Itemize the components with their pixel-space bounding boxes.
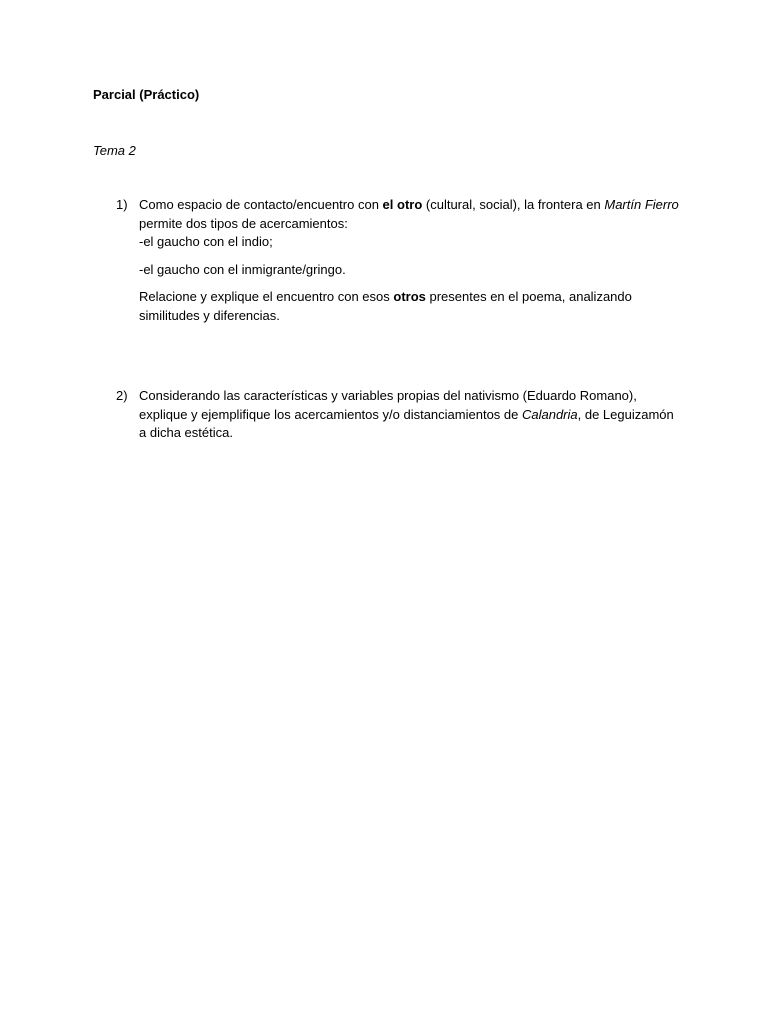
italic-text: Calandria xyxy=(521,406,578,422)
text-run: Considerando las características y variables propias del nativismo (Eduardo Romano), explique y ejemplifique los acercamientos y/o distanciamientos de xyxy=(139,388,637,422)
list-item-body xyxy=(139,387,684,443)
document-subtitle: Tema 2 xyxy=(93,143,136,158)
text-run: (cultural, social), la frontera en xyxy=(422,197,605,212)
list-item-number: 2) xyxy=(116,388,128,403)
paragraph xyxy=(139,387,684,443)
italic-text: Martín Fierro xyxy=(604,197,679,212)
paragraph: -el gaucho con el inmigrante/gringo. xyxy=(139,261,346,277)
paragraph xyxy=(139,288,684,325)
text-run: , de Leguizamón a dicha estética. xyxy=(139,406,674,440)
text-run: permite dos tipos de acercamientos: xyxy=(139,215,348,231)
document-title: Parcial (Práctico) xyxy=(93,87,200,102)
paragraph xyxy=(139,196,684,252)
list-item-body xyxy=(139,196,684,325)
text-run: presentes en el poema, analizando similitudes y diferencias. xyxy=(139,289,632,323)
text-run: -el gaucho con el indio; xyxy=(139,234,273,249)
bold-text: el otro xyxy=(382,197,423,212)
bold-text: otros xyxy=(393,289,426,304)
text-run: Como espacio de contacto/encuentro con xyxy=(139,197,383,212)
text-run: Relacione y explique el encuentro con esos xyxy=(139,289,394,304)
list-item-number: 1) xyxy=(116,197,128,212)
